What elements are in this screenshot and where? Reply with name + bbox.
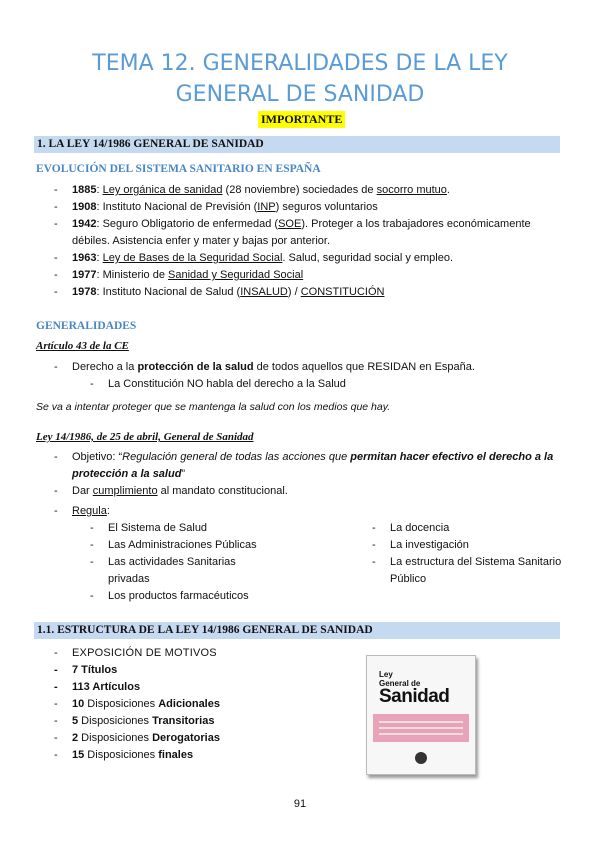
list-item: - 1942: Seguro Obligatorio de enfermedad (SOE). Proteger a los trabajadores económicamente débiles. Asistencia enfer y mater y bajas por anterior.	[54, 216, 554, 250]
section-1-1-header: 1.1. ESTRUCTURA DE LA LEY 14/1986 GENERAL DE SANIDAD	[34, 622, 560, 639]
regula-left-list	[90, 520, 280, 605]
ley-heading: Ley 14/1986, de 25 de abril, General de Sanidad	[36, 431, 254, 443]
page-number: 91	[293, 798, 307, 810]
list-item: - 5 Disposiciones Transitorias	[54, 713, 354, 730]
list-item: - 1885: Ley orgánica de sanidad (28 noviembre) sociedades de socorro mutuo.	[54, 182, 554, 199]
list-item: - Las Administraciones Públicas	[90, 537, 280, 554]
importante-badge: IMPORTANTE	[258, 111, 345, 128]
list-item: - La docencia	[372, 520, 568, 537]
book-cover-band	[373, 714, 469, 742]
document-title	[0, 48, 600, 110]
list-item: - 1908: Instituto Nacional de Previsión (INP) seguros voluntarios	[54, 199, 554, 216]
regula-list	[54, 503, 554, 520]
regula-right-list	[372, 520, 568, 588]
section-1-header: 1. LA LEY 14/1986 GENERAL DE SANIDAD	[34, 136, 560, 153]
list-item: - La Constitución NO habla del derecho a la Salud	[90, 376, 550, 393]
articulo-43-list	[54, 359, 554, 376]
book-cover-title: Sanidad	[379, 686, 450, 707]
articulo-43-heading: Artículo 43 de la CE	[36, 340, 129, 352]
list-item: - 113 Artículos	[54, 679, 354, 696]
list-item: - 15 Disposiciones finales	[54, 747, 354, 764]
list-item: - 1963: Ley de Bases de la Seguridad Social. Salud, seguridad social y empleo.	[54, 250, 554, 267]
list-item: - 10 Disposiciones Adicionales	[54, 696, 354, 713]
evolution-subhead: EVOLUCIÓN DEL SISTEMA SANITARIO EN ESPAÑA	[36, 163, 321, 175]
publisher-logo-icon	[415, 752, 427, 764]
book-cover-image	[366, 655, 476, 775]
title-line-2: GENERAL DE SANIDAD	[175, 82, 425, 107]
list-item: - Derecho a la protección de la salud de todos aquellos que RESIDAN en España.	[54, 359, 554, 376]
evolution-list	[54, 182, 554, 301]
list-item: - EXPOSICIÓN DE MOTIVOS	[54, 645, 354, 662]
generalidades-subhead: GENERALIDADES	[36, 320, 137, 332]
structure-list	[54, 645, 354, 764]
list-item: - La estructura del Sistema Sanitario Público	[372, 554, 568, 588]
list-item: - 1977: Ministerio de Sanidad y Seguridad Social	[54, 267, 554, 284]
list-item: - 2 Disposiciones Derogatorias	[54, 730, 354, 747]
list-item: - Los productos farmacéuticos	[90, 588, 280, 605]
articulo-43-sublist	[90, 376, 550, 393]
note-text: Se va a intentar proteger que se mantenga la salud con los medios que hay.	[36, 401, 391, 413]
list-item: - 7 Títulos	[54, 662, 354, 679]
list-item: - Objetivo: “Regulación general de todas las acciones que permitan hacer efectivo el derecho a la protección a la salud”	[54, 449, 560, 483]
list-item: - Dar cumplimiento al mandato constitucional.	[54, 483, 554, 500]
list-item: - La investigación	[372, 537, 568, 554]
list-item: - 1978: Instituto Nacional de Salud (INSALUD) / CONSTITUCIÓN	[54, 284, 554, 301]
book-cover-subtitle: Ley General de	[379, 670, 421, 688]
ley-list	[54, 449, 560, 483]
title-line-1: TEMA 12. GENERALIDADES DE LA LEY	[92, 51, 508, 76]
list-item: - Las actividades Sanitarias privadas	[90, 554, 280, 588]
ley-list-2	[54, 483, 554, 500]
list-item: - El Sistema de Salud	[90, 520, 280, 537]
list-item: - Regula:	[54, 503, 554, 520]
